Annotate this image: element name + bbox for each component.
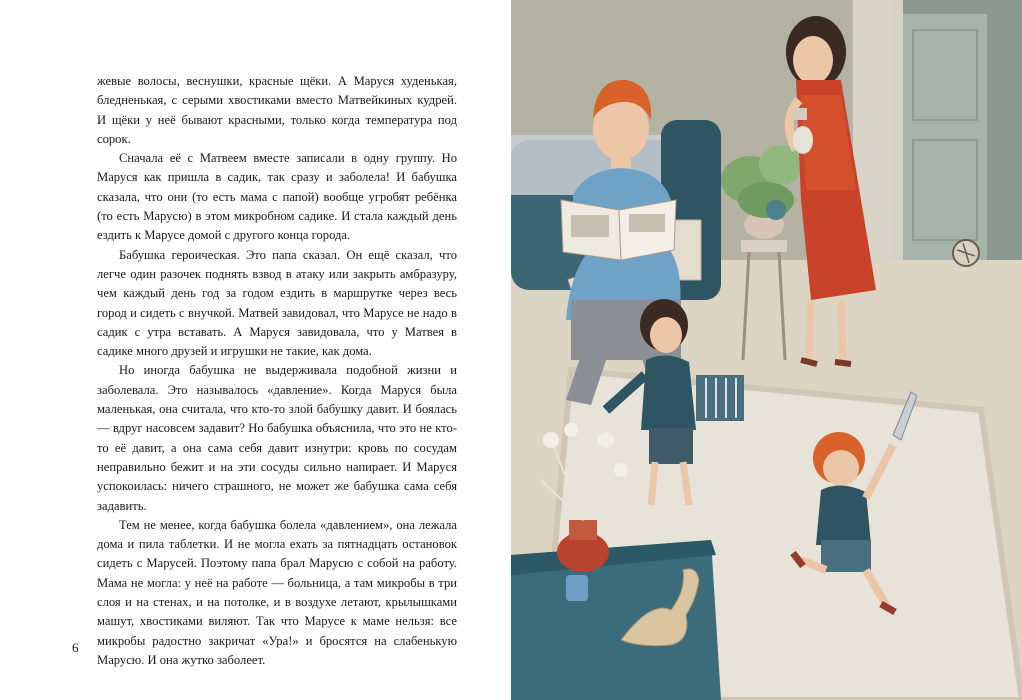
body-text — [97, 72, 457, 670]
illustration — [511, 0, 1022, 700]
paragraph-4: Но иногда бабушка не выдерживала подобной жизни и заболевала. Это называлось «давление». Когда Маруся была маленькая, она считала, что кто-то злой бабушку давит. И боялась — вдруг насовсем задавит? Но бабушка объяснила, что это не кто-то её давит, а она сама себя давит изнутри: кровь по сосудам неправильно бежит и на эти сосуды сильно напирает. И Маруся успокоилась: ничего страшного, не может же бабушка сама себя задавить. — [97, 363, 457, 513]
text-page — [0, 0, 510, 700]
paragraph-3: Бабушка героическая. Это папа сказал. Он ещё сказал, что легче один разочек поднять взвод в атаку или закрыть амбразуру, чем каждый день год за годом ездить в маршрутке через весь город и сидеть с внучкой. Матвей завидовал, что Марусе не надо в садик с утра вставать. А Маруся завидовала, что у Матвея в садике много друзей и игрушки не такие, как дома. — [97, 247, 457, 359]
cup — [566, 575, 588, 601]
family-room-illustration — [511, 0, 1022, 700]
paragraph-1: жевые волосы, веснушки, красные щёки. А Маруся худенькая, бледненькая, с серыми хвостиками вместо Матвейкиных кудрей. И щёки у неё бывают красными, только когда температура под сорок. — [97, 74, 457, 146]
paragraph-2: Сначала её с Матвеем вместе записали в одну группу. Но Маруся как пришла в садик, так сразу и заболела! И бабушка сказала, что они (то есть мама с папой) вообще угробят ребёнка (то есть Марусю) в этом микробном садике. И стала каждый день ездить к Марусе домой с другого конца города. — [97, 151, 457, 243]
paragraph-5: Тем не менее, когда бабушка болела «давлением», она лежала дома и пила таблетки. И не могла ехать за пятнадцать остановок сидеть с Марусей. Поэтому папа брал Марусю с собой на работу. Мама не могла: у неё на работе — больница, а там микробы в три слоя и на стенах, и на потолке, и в воздухе летают, крылышками машут, хвостиками виляют. Так что Марусе к маме нельзя: все микробы радостно закричат «Ура!» и бросятся на слабенькую Марусю. И она жутко заболеет. — [97, 517, 457, 667]
page-number: 6 — [72, 640, 79, 655]
